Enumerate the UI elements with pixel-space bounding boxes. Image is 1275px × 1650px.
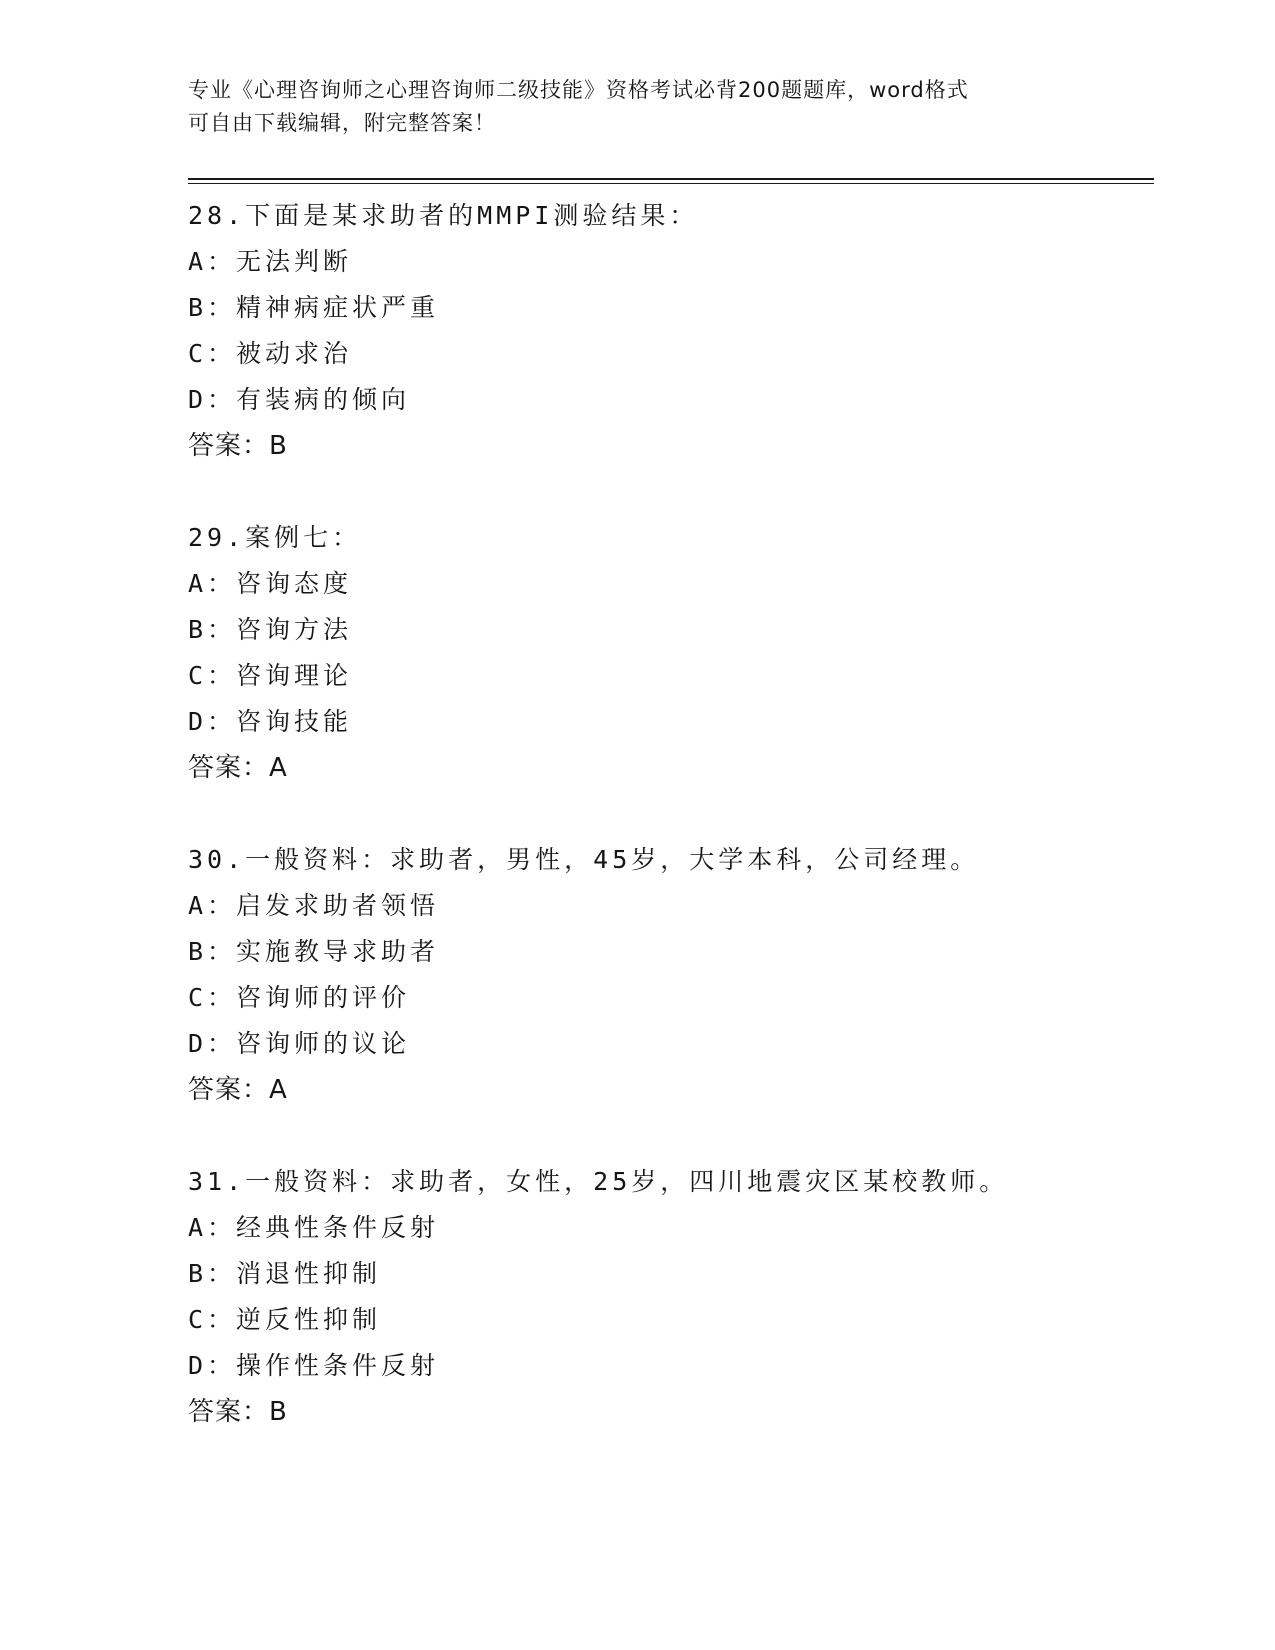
question-stem: 28.下面是某求助者的MMPI测验结果： xyxy=(188,201,699,230)
option-a: A：经典性条件反射 xyxy=(188,1213,440,1242)
header-line-2: 可自由下载编辑，附完整答案！ xyxy=(188,111,496,135)
document-header xyxy=(188,74,1088,140)
question-spacer xyxy=(188,791,1168,837)
header-divider-bottom xyxy=(188,183,1154,184)
question-28 xyxy=(188,193,1168,515)
option-b: B：实施教导求助者 xyxy=(188,937,440,966)
question-stem: 29.案例七： xyxy=(188,523,362,552)
option-d: D：操作性条件反射 xyxy=(188,1351,440,1380)
option-d: D：咨询师的议论 xyxy=(188,1029,411,1058)
question-spacer xyxy=(188,1113,1168,1159)
question-30 xyxy=(188,837,1168,1159)
option-d: D：有装病的倾向 xyxy=(188,385,411,414)
answer-line: 答案：B xyxy=(188,1397,288,1427)
header-divider-top xyxy=(188,178,1154,180)
option-c: C：被动求治 xyxy=(188,339,353,368)
option-c: C：咨询师的评价 xyxy=(188,983,411,1012)
option-c: C：逆反性抑制 xyxy=(188,1305,382,1334)
option-a: A：启发求助者领悟 xyxy=(188,891,440,920)
option-b: B：消退性抑制 xyxy=(188,1259,382,1288)
answer-line: 答案：B xyxy=(188,431,288,461)
option-d: D：咨询技能 xyxy=(188,707,353,736)
question-spacer xyxy=(188,469,1168,515)
header-line-1: 专业《心理咨询师之心理咨询师二级技能》资格考试必背200题题库，word格式 xyxy=(188,78,969,102)
option-b: B：精神病症状严重 xyxy=(188,293,440,322)
answer-line: 答案：A xyxy=(188,753,288,783)
question-31 xyxy=(188,1159,1168,1435)
question-stem: 30.一般资料：求助者，男性，45岁，大学本科，公司经理。 xyxy=(188,845,980,874)
option-a: A：无法判断 xyxy=(188,247,353,276)
question-list xyxy=(188,193,1168,1435)
option-b: B：咨询方法 xyxy=(188,615,353,644)
answer-line: 答案：A xyxy=(188,1075,288,1105)
question-stem: 31.一般资料：求助者，女性，25岁，四川地震灾区某校教师。 xyxy=(188,1167,1009,1196)
option-a: A：咨询态度 xyxy=(188,569,353,598)
option-c: C：咨询理论 xyxy=(188,661,353,690)
question-29 xyxy=(188,515,1168,837)
